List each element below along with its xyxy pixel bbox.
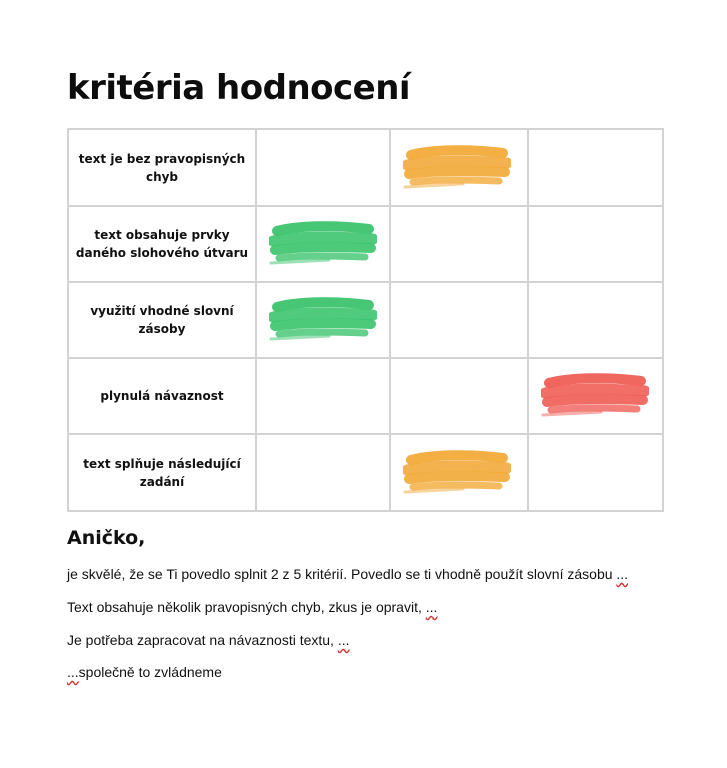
brush-stroke-mark: [541, 371, 649, 421]
brush-stroke-mark: [269, 219, 377, 269]
criterion-label: [68, 358, 256, 434]
criterion-row: [68, 206, 663, 282]
rating-cell: [390, 282, 528, 358]
criterion-label-line: chyb: [145, 169, 179, 184]
criterion-label-line: využití vhodné slovní: [90, 304, 234, 318]
ellipsis-mark: ...: [616, 566, 629, 582]
rating-cell: [528, 358, 663, 434]
rating-cell: [256, 358, 390, 434]
rating-cell: [528, 206, 663, 282]
feedback-line-2: [67, 599, 437, 615]
rating-cell: [390, 358, 528, 434]
criterion-label: [68, 282, 256, 358]
rating-cell: [256, 206, 390, 282]
rating-cell: [256, 434, 390, 511]
criteria-table: [67, 128, 664, 512]
criterion-row: [68, 358, 663, 434]
rating-cell: [528, 282, 663, 358]
ellipsis-mark: ...: [67, 664, 79, 680]
brush-stroke-mark: [403, 143, 511, 193]
criterion-label: [68, 434, 256, 511]
feedback-line-1-text: je skvělé, že se Ti povedlo splnit 2 z 5 kritérií. Povedlo se ti vhodně použít slovní zásobu: [67, 566, 613, 582]
criterion-label-line: plynulá návaznost: [100, 389, 224, 403]
criterion-row: [68, 434, 663, 511]
brush-stroke-mark: [269, 295, 377, 345]
rating-cell: [256, 129, 390, 206]
criterion-label-line: text je bez pravopisných: [78, 151, 246, 166]
criterion-label-line: text splňuje následující: [83, 456, 241, 471]
criterion-row: [68, 282, 663, 358]
rating-cell: [390, 206, 528, 282]
ellipsis-mark: ...: [425, 599, 438, 615]
feedback-line-2-text: Text obsahuje několik pravopisných chyb, zkus je opravit,: [67, 599, 422, 615]
criterion-label-line: zásoby: [138, 322, 186, 336]
rating-cell: [528, 434, 663, 511]
ellipsis-mark: ...: [337, 632, 350, 648]
feedback-line-1: [67, 566, 628, 582]
feedback-line-4: [67, 664, 222, 680]
criterion-row: [68, 129, 663, 206]
brush-stroke-mark: [403, 448, 511, 498]
page-title: kritéria hodnocení: [67, 68, 411, 108]
feedback-line-3-text: Je potřeba zapracovat na návaznosti textu,: [67, 632, 334, 648]
rating-cell: [390, 129, 528, 206]
criterion-label-line: text obsahuje prvky: [94, 228, 230, 242]
criterion-label: [68, 206, 256, 282]
feedback-line-3: [67, 632, 350, 648]
criterion-label-line: zadání: [139, 474, 185, 489]
feedback-greeting: Aničko,: [67, 527, 146, 549]
feedback-line-4-text: společně to zvládneme: [78, 664, 222, 680]
rating-cell: [390, 434, 528, 511]
criterion-label-line: daného slohového útvaru: [75, 246, 249, 260]
rating-cell: [256, 282, 390, 358]
rating-cell: [528, 129, 663, 206]
criterion-label: [68, 129, 256, 206]
